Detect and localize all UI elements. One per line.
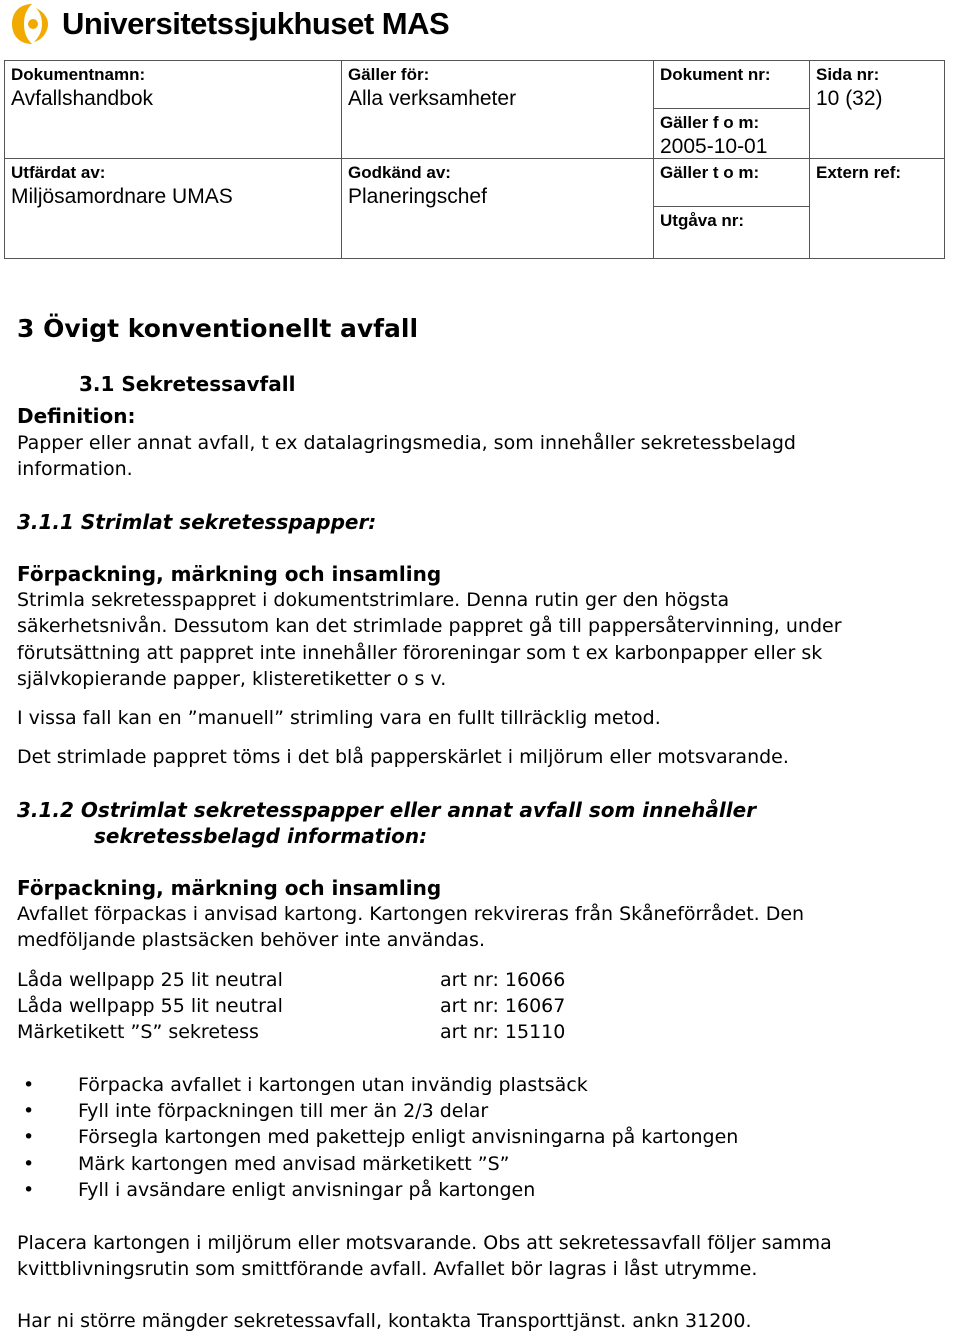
utfardat-av-label: Utfärdat av:	[11, 163, 106, 182]
logo-text: Universitetssjukhuset MAS	[62, 6, 450, 41]
article-name: Märketikett ”S” sekretess	[17, 1021, 259, 1043]
paragraph-line: medföljande plastsäcken behöver inte användas.	[17, 929, 485, 951]
definition-label: Definition:	[17, 404, 136, 428]
cell-sida-nr	[810, 61, 945, 159]
paragraph: I vissa fall kan en ”manuell” strimling vara en fullt tillräcklig metod.	[17, 707, 661, 729]
subheading-forpackning: Förpackning, märkning och insamling	[17, 876, 442, 900]
definition-line: Papper eller annat avfall, t ex datalagringsmedia, som innehåller sekretessbelagd	[17, 432, 796, 454]
sida-nr-value: 10 (32)	[816, 87, 883, 110]
paragraph-line: säkerhetsnivån. Dessutom kan det strimlade pappret gå till pappersåtervinning, under	[17, 615, 842, 637]
galler-for-value: Alla verksamheter	[348, 87, 517, 110]
bullet-icon: •	[23, 1100, 35, 1122]
document-header-table	[4, 60, 945, 259]
galler-for-label: Gäller för:	[348, 65, 430, 84]
cell-galler-for	[342, 61, 654, 159]
article-number: art nr: 15110	[440, 1021, 566, 1043]
definition-line: information.	[17, 458, 133, 480]
bullet-icon: •	[23, 1153, 35, 1175]
bullet-icon: •	[23, 1074, 35, 1096]
galler-fom-label: Gäller f o m:	[660, 113, 760, 132]
paragraph-line: Avfallet förpackas i anvisad kartong. Kartongen rekvireras från Skåneförrådet. Den	[17, 903, 805, 925]
utfardat-av-value: Miljösamordnare UMAS	[11, 185, 233, 208]
heading-3-1-2-cont: sekretessbelagd information:	[94, 824, 428, 848]
sida-nr-label: Sida nr:	[816, 65, 880, 84]
bullet-icon: •	[23, 1179, 35, 1201]
godkand-av-label: Godkänd av:	[348, 163, 451, 182]
galler-tom-label: Gäller t o m:	[660, 163, 760, 182]
heading-chapter-3: 3 Övigt konventionellt avfall	[17, 314, 419, 343]
cell-dokument-nr	[654, 61, 810, 159]
cell-dokumentnamn	[5, 61, 342, 159]
article-name: Låda wellpapp 25 lit neutral	[17, 969, 283, 991]
paragraph-line: självkopierande papper, klisteretiketter o s v.	[17, 668, 447, 690]
heading-3-1: 3.1 Sekretessavfall	[79, 372, 296, 396]
paragraph-line: förutsättning att pappret inte innehåller föroreningar som t ex karbonpapper eller sk	[17, 642, 823, 664]
cell-godkand-av	[342, 159, 654, 259]
galler-fom-value: 2005-10-01	[660, 135, 768, 158]
article-name: Låda wellpapp 55 lit neutral	[17, 995, 283, 1017]
dokument-nr-label: Dokument nr:	[660, 65, 771, 84]
heading-3-1-2: 3.1.2 Ostrimlat sekretesspapper eller annat avfall som innehåller	[17, 798, 757, 822]
extern-ref-label: Extern ref:	[816, 163, 902, 182]
hospital-logo	[10, 2, 449, 46]
cell-extern-ref	[810, 159, 945, 259]
heading-3-1-1: 3.1.1 Strimlat sekretesspapper:	[17, 510, 377, 534]
dokumentnamn-value: Avfallshandbok	[11, 87, 154, 110]
utgava-nr-label: Utgåva nr:	[660, 211, 745, 230]
godkand-av-value: Planeringschef	[348, 185, 487, 208]
paragraph-line: Strimla sekretesspappret i dokumentstrimlare. Denna rutin ger den högsta	[17, 589, 730, 611]
bullet-icon: •	[23, 1126, 35, 1148]
article-number: art nr: 16067	[440, 995, 566, 1017]
cell-utfardat-av	[5, 159, 342, 259]
paragraph: Har ni större mängder sekretessavfall, kontakta Transporttjänst. ankn 31200.	[17, 1310, 752, 1332]
paragraph-line: Placera kartongen i miljörum eller motsvarande. Obs att sekretessavfall följer samma	[17, 1232, 832, 1254]
subheading-forpackning: Förpackning, märkning och insamling	[17, 562, 442, 586]
paragraph-line: kvittblivningsrutin som smittförande avfall. Avfallet bör lagras i låst utrymme.	[17, 1258, 758, 1280]
dokumentnamn-label: Dokumentnamn:	[11, 65, 146, 84]
article-number: art nr: 16066	[440, 969, 566, 991]
mas-emblem-icon	[10, 2, 54, 46]
cell-galler-tom	[654, 159, 810, 259]
paragraph: Det strimlade pappret töms i det blå papperskärlet i miljörum eller motsvarande.	[17, 746, 789, 768]
